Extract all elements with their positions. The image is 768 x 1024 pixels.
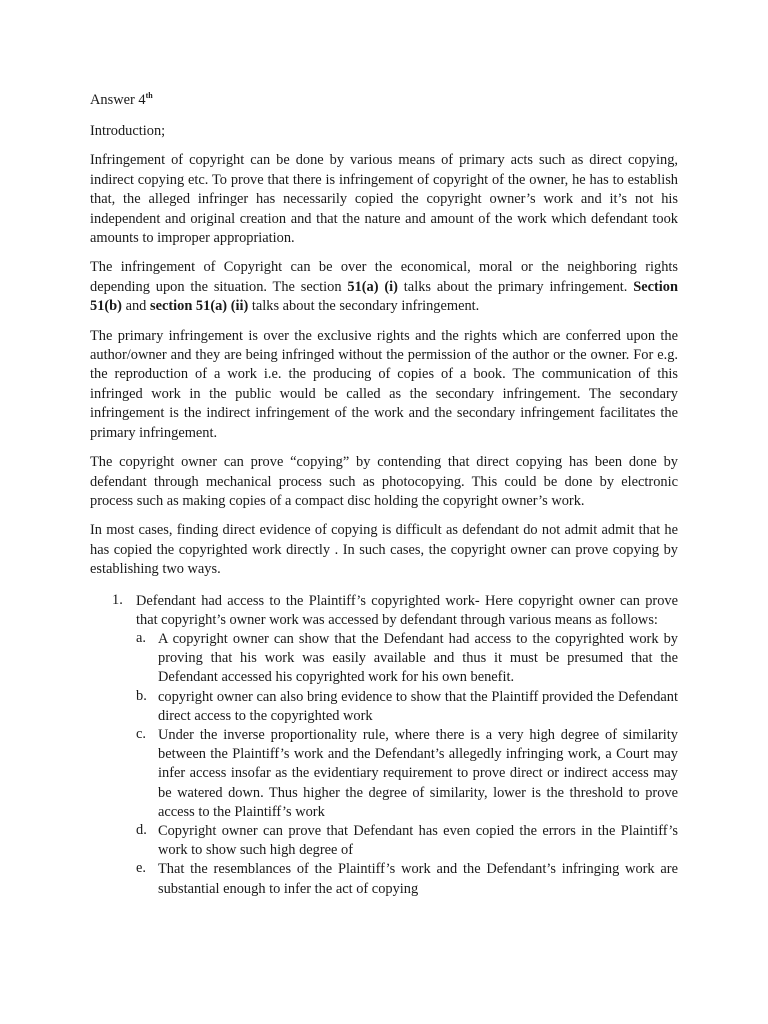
section-51a-i: 51(a) (i) bbox=[347, 278, 398, 295]
section-51a-ii: section 51(a) (ii) bbox=[149, 298, 249, 315]
paragraph-2 bbox=[90, 258, 678, 316]
answer-heading bbox=[90, 91, 678, 110]
paragraph-2-text-4: talks about the secondary infringement. bbox=[248, 298, 480, 315]
sublist-letter: d. bbox=[136, 821, 147, 838]
paragraph-4: The copyright owner can prove “copying” by contending that direct copying has been done by defendant through mechanical process such as photocopying. This could be done by electronic process such as making copies of a compact disc holding the copyright owner’s work. bbox=[90, 454, 678, 509]
document-body bbox=[90, 91, 678, 899]
sublist-item-b bbox=[136, 688, 678, 726]
list-item-1 bbox=[90, 592, 678, 899]
paragraph-2-text-1: The infringement of Copyright can be over the economical, moral or the neighboring rights depending upon the situation. The section bbox=[90, 259, 678, 295]
paragraph-2-text-3: and bbox=[121, 298, 150, 315]
introduction-label: Introduction; bbox=[90, 123, 166, 139]
answer-heading-text: Answer 4 bbox=[90, 92, 146, 108]
sublist-item-e bbox=[136, 860, 678, 898]
sublist-item-text: copyright owner can also bring evidence to show that the Plaintiff provided the Defendant direct access to the copyrighted work bbox=[158, 688, 678, 724]
list-item-number: 1. bbox=[112, 591, 123, 608]
sublist-item-a bbox=[136, 630, 678, 688]
sublist-item-text: Under the inverse proportionality rule, where there is a very high degree of similarity between the Plaintiff’s work and the Defendant’s allegedly infringing work, a Court may infer access insofar as the evidentiary requirement to prove direct or indirect access may be watered down. Thus higher the degree of similarity, lower is the threshold to prove access to the Plaintiff’s work bbox=[158, 726, 678, 820]
sublist-item-text: That the resemblances of the Plaintiff’s work and the Defendant’s infringing work are substantial enough to infer the act of copying bbox=[158, 861, 678, 897]
section-51b: Section 51(b) bbox=[90, 278, 678, 315]
sublist-letter: a. bbox=[136, 629, 146, 646]
numbered-list bbox=[90, 592, 678, 899]
paragraph-1: Infringement of copyright can be done by various means of primary acts such as direct copying, indirect copying etc. To prove that there is infringement of copyright of the owner, he has to establish that, the alleged infringer has necessarily copied the copyright owner’s work and it’s not his independent and original creation and that the nature and amount of the work which defendant took amounts to improper appropriation. bbox=[90, 152, 678, 247]
lettered-sublist bbox=[136, 630, 678, 899]
paragraph-5: In most cases, finding direct evidence of copying is difficult as defendant do not admit admit that he has copied the copyrighted work directly . In such cases, the copyright owner can prove copying by establishing two ways. bbox=[90, 522, 678, 578]
list-item-1-text: Defendant had access to the Plaintiff’s copyrighted work- Here copyright owner can prove that copyright’s owner work was accessed by defendant through various means as follows: bbox=[136, 592, 678, 628]
sublist-letter: b. bbox=[136, 687, 147, 704]
answer-heading-superscript: th bbox=[145, 91, 153, 100]
sublist-letter: c. bbox=[136, 725, 146, 742]
sublist-letter: e. bbox=[136, 860, 146, 877]
paragraph-2-text-2: talks about the primary infringement. bbox=[397, 278, 634, 295]
sublist-item-text: Copyright owner can prove that Defendant has even copied the errors in the Plaintiff’s work to show such high degree of bbox=[158, 822, 678, 859]
sublist-item-text: A copyright owner can show that the Defendant had access to the copyrighted work by proving that his work was easily available and thus it must be presumed that the Defendant accessed his copyrighted work for his own benefit. bbox=[158, 630, 678, 686]
sublist-item-d bbox=[136, 822, 678, 860]
sublist-item-c bbox=[136, 726, 678, 822]
paragraph-3: The primary infringement is over the exclusive rights and the rights which are conferred upon the author/owner and they are being infringed without the permission of the author or the owner. For e.g. the reproduction of a work i.e. the producing of copies of a book. The communication of this infringed work in the public would be called as the secondary infringement. The secondary infringement is the indirect infringement of the work and the secondary infringement facilitates the primary infringement. bbox=[90, 327, 678, 441]
